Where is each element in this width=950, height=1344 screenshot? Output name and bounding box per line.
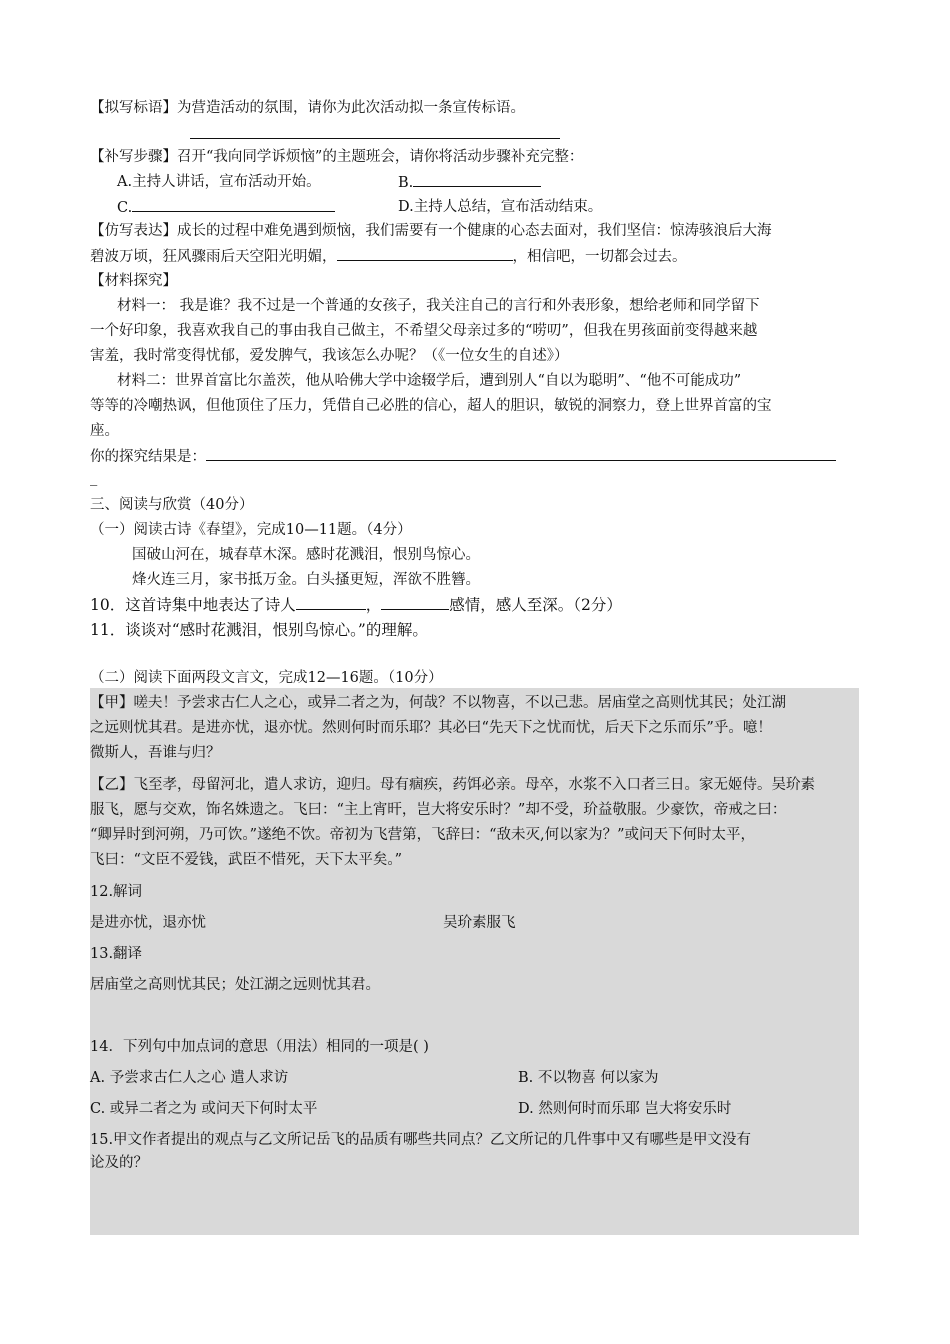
q10-blank2[interactable] [381,595,449,610]
jia-line3: 微斯人，吾谁与归？ [90,745,221,761]
q10-blank1[interactable] [296,595,366,610]
step-d: D.主持人总结，宣布活动结束。 [398,199,603,215]
slogan-line [90,98,525,118]
step-c [117,197,335,218]
explore-result-label: 你的探究结果是： [90,449,206,465]
q14-option-b: B. 不以物喜 何以家为 [518,1070,659,1086]
jia-line2: 之远则忧其君。是进亦忧，退亦忧。然则何时而乐耶？其必曰“先天下之忧而忧，后天下之乐而乐”乎。噫！ [90,720,772,736]
imitate-text1: 成长的过程中难免遇到烦恼，我们需要有一个健康的心态去面对，我们坚信：惊涛骇浪后大海 [177,223,772,239]
explore-tail: _ [90,470,98,486]
shaded-reading-area [90,688,859,1235]
material2-line3: 座。 [90,423,119,439]
yi-line1: 【乙】飞至孝，母留河北，遣人求访，迎归。母有痼疾，药饵必亲。母卒，水浆不入口者三日。家无姬侍。吴玠素 [90,777,815,793]
steps-text: 召开“我向同学诉烦恼”的主题班会，请你将活动步骤补充完整： [177,149,584,165]
q13-title: 13.翻译 [90,946,143,962]
explore-result-blank[interactable] [206,446,836,461]
slogan-tag: 【拟写标语】 [90,100,177,116]
jia-line1: 【甲】嗟夫！予尝求古仁人之心，或异二者之为，何哉？不以物喜，不以己悲。居庙堂之高则忧其民；处江湖 [90,695,786,711]
material2-line1: 材料二：世界首富比尔盖茨，他从哈佛大学中途辍学后，遭到别人“自以为聪明”、“他不可能成功” [117,373,742,389]
imitate-blank[interactable] [337,246,513,261]
step-b [398,172,541,193]
q14-option-a: A. 予尝求古仁人之心 遣人求访 [90,1070,289,1086]
slogan-text: 为营造活动的氛围，请你为此次活动拟一条宣传标语。 [177,100,525,116]
q10-text-a: 10．这首诗集中地表达了诗人 [90,596,296,614]
q14-title: 14．下列句中加点词的意思（用法）相同的一项是( ) [90,1039,429,1055]
imitate-line2 [90,246,687,267]
poem-line1: 国破山河在，城春草木深。感时花溅泪，恨别鸟惊心。 [132,547,480,563]
step-c-label: C. [117,200,133,216]
q10-text-c: 感情，感人至深。（2分） [449,596,622,614]
material1-line2: 一个好印象，我喜欢我自己的事由我自己做主，不希望父母亲过多的“唠叨”，但我在男孩面前变得越来越 [90,323,758,339]
q12-word1: 是进亦忧，退亦忧 [90,915,206,931]
material2-line2: 等等的冷嘲热讽，但他顶住了压力，凭借自己必胜的信心，超人的胆识，敏锐的洞察力，登上世界首富的宝 [90,398,772,414]
imitate-text2b: ，相信吧，一切都会过去。 [512,249,687,265]
imitate-tag: 【仿写表达】 [90,223,177,239]
poem-line2: 烽火连三月，家书抵万金。白头搔更短，浑欲不胜簪。 [132,572,480,588]
section3-title: 三、阅读与欣赏（40分） [90,497,254,513]
q12-word2: 吴玠素服飞 [443,915,516,931]
question-11: 11．谈谈对“感时花溅泪，恨别鸟惊心。”的理解。 [90,621,428,639]
yi-line2: 服飞，愿与交欢，饰名姝遗之。飞曰：“主上宵旰，岂大将安乐时？”却不受，玠益敬服。少豪饮，帝戒之曰： [90,802,787,818]
step-b-blank[interactable] [413,172,541,187]
question-10 [90,595,622,615]
step-a: A.主持人讲话，宣布活动开始。 [117,174,321,190]
material1-line3: 害羞，我时常变得忧郁，爱发脾气，我该怎么办呢？（《一位女生的自述》） [90,348,569,364]
q10-text-b: ， [365,596,382,614]
q15-line1: 15.甲文作者提出的观点与乙文所记岳飞的品质有哪些共同点？乙文所记的几件事中又有哪些是甲文没有 [90,1132,752,1148]
step-b-label: B. [398,175,414,191]
steps-tag: 【补写步骤】 [90,149,177,165]
explore-result [90,446,836,467]
q14-option-d: D. 然则何时而乐耶 岂大将安乐时 [518,1101,732,1117]
steps-line [90,147,583,167]
imitate-text2a: 碧波万顷，狂风骤雨后天空阳光明媚， [90,249,337,265]
material1-line1: 材料一： 我是谁？我不过是一个普通的女孩子，我关注自己的言行和外表形象，想给老师和同学留下 [117,298,760,314]
q12-title: 12.解词 [90,884,143,900]
step-c-blank[interactable] [132,197,335,212]
q13-text: 居庙堂之高则忧其民；处江湖之远则忧其君。 [90,977,380,993]
explore-tag: 【材料探究】 [90,273,177,289]
part1-title: （一）阅读古诗《春望》，完成10—11题。（4分） [90,522,412,538]
part2-title: （二）阅读下面两段文言文，完成12—16题。（10分） [90,670,443,686]
q14-option-c: C. 或异二者之为 或问天下何时太平 [90,1101,318,1117]
yi-line4: 飞曰：“文臣不爱钱，武臣不惜死，天下太平矣。” [90,852,403,868]
yi-line3: “卿异时到河朔，乃可饮。”遂绝不饮。帝初为飞营第，飞辞曰：“敌未灭,何以家为？”或问天下何时太平， [90,827,756,843]
slogan-blank[interactable] [190,138,560,139]
q15-line2: 论及的？ [90,1155,148,1171]
imitate-line1 [90,221,772,241]
